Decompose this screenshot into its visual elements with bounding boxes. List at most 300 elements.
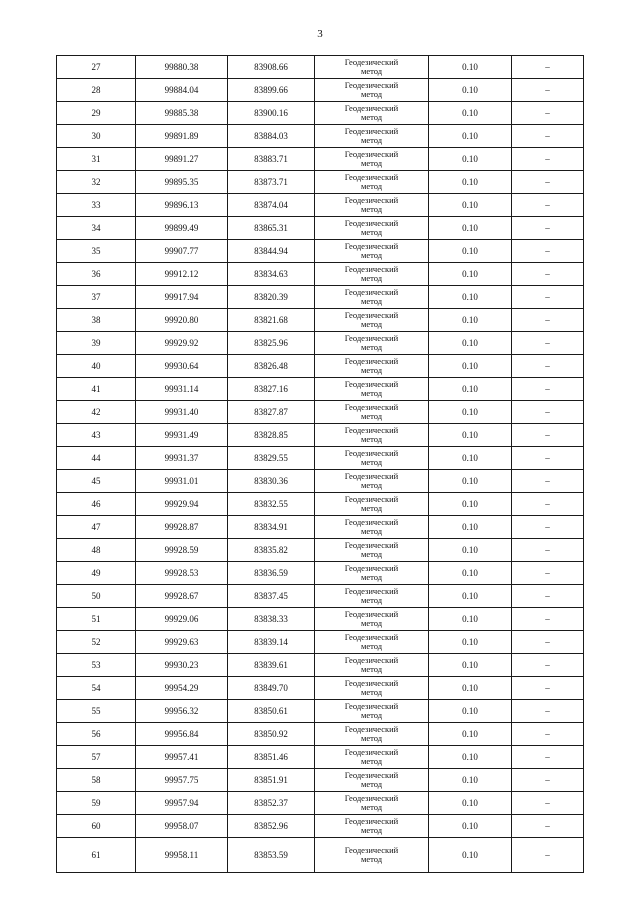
x-coordinate-cell: 99931.01 bbox=[136, 470, 228, 493]
y-coordinate-cell: 83830.36 bbox=[228, 470, 315, 493]
y-coordinate-cell: 83834.63 bbox=[228, 263, 315, 286]
table-row bbox=[57, 355, 584, 378]
method-line-1: Геодезический bbox=[344, 57, 399, 67]
method-line-2: метод bbox=[360, 342, 383, 352]
x-coordinate-cell: 99928.59 bbox=[136, 539, 228, 562]
method-cell bbox=[315, 608, 429, 631]
point-number-cell: 35 bbox=[57, 240, 136, 263]
accuracy-cell: 0.10 bbox=[429, 792, 512, 815]
accuracy-cell: 0.10 bbox=[429, 102, 512, 125]
method-line-2: метод bbox=[360, 296, 383, 306]
method-cell bbox=[315, 102, 429, 125]
accuracy-cell: 0.10 bbox=[429, 148, 512, 171]
y-coordinate-cell: 83850.61 bbox=[228, 700, 315, 723]
point-number-cell: 47 bbox=[57, 516, 136, 539]
method-line-1: Геодезический bbox=[344, 586, 399, 596]
method-line-2: метод bbox=[360, 457, 383, 467]
x-coordinate-cell: 99880.38 bbox=[136, 56, 228, 79]
extra-cell: – bbox=[512, 263, 584, 286]
method-cell bbox=[315, 378, 429, 401]
x-coordinate-cell: 99884.04 bbox=[136, 79, 228, 102]
accuracy-cell: 0.10 bbox=[429, 125, 512, 148]
method-line-1: Геодезический bbox=[344, 632, 399, 642]
extra-cell: – bbox=[512, 79, 584, 102]
accuracy-cell: 0.10 bbox=[429, 171, 512, 194]
x-coordinate-cell: 99917.94 bbox=[136, 286, 228, 309]
accuracy-cell: 0.10 bbox=[429, 56, 512, 79]
method-line-2: метод bbox=[360, 434, 383, 444]
method-line-2: метод bbox=[360, 66, 383, 76]
x-coordinate-cell: 99930.64 bbox=[136, 355, 228, 378]
table-row bbox=[57, 723, 584, 746]
method-line-2: метод bbox=[360, 365, 383, 375]
accuracy-cell: 0.10 bbox=[429, 447, 512, 470]
method-line-1: Геодезический bbox=[344, 770, 399, 780]
extra-cell: – bbox=[512, 631, 584, 654]
extra-cell: – bbox=[512, 217, 584, 240]
point-number-cell: 41 bbox=[57, 378, 136, 401]
extra-cell: – bbox=[512, 769, 584, 792]
point-number-cell: 61 bbox=[57, 838, 136, 873]
x-coordinate-cell: 99895.35 bbox=[136, 171, 228, 194]
method-line-2: метод bbox=[360, 825, 383, 835]
y-coordinate-cell: 83884.03 bbox=[228, 125, 315, 148]
point-number-cell: 56 bbox=[57, 723, 136, 746]
y-coordinate-cell: 83839.14 bbox=[228, 631, 315, 654]
point-number-cell: 37 bbox=[57, 286, 136, 309]
method-line-2: метод bbox=[360, 112, 383, 122]
method-cell bbox=[315, 677, 429, 700]
accuracy-cell: 0.10 bbox=[429, 309, 512, 332]
method-line-1: Геодезический bbox=[344, 287, 399, 297]
method-line-2: метод bbox=[360, 779, 383, 789]
y-coordinate-cell: 83908.66 bbox=[228, 56, 315, 79]
extra-cell: – bbox=[512, 56, 584, 79]
method-cell bbox=[315, 401, 429, 424]
y-coordinate-cell: 83838.33 bbox=[228, 608, 315, 631]
x-coordinate-cell: 99929.92 bbox=[136, 332, 228, 355]
method-line-2: метод bbox=[360, 549, 383, 559]
method-cell bbox=[315, 769, 429, 792]
x-coordinate-cell: 99956.32 bbox=[136, 700, 228, 723]
point-number-cell: 36 bbox=[57, 263, 136, 286]
point-number-cell: 51 bbox=[57, 608, 136, 631]
table-row bbox=[57, 493, 584, 516]
y-coordinate-cell: 83853.59 bbox=[228, 838, 315, 873]
table-row bbox=[57, 677, 584, 700]
accuracy-cell: 0.10 bbox=[429, 815, 512, 838]
point-number-cell: 32 bbox=[57, 171, 136, 194]
extra-cell: – bbox=[512, 332, 584, 355]
extra-cell: – bbox=[512, 677, 584, 700]
y-coordinate-cell: 83832.55 bbox=[228, 493, 315, 516]
accuracy-cell: 0.10 bbox=[429, 769, 512, 792]
x-coordinate-cell: 99957.94 bbox=[136, 792, 228, 815]
x-coordinate-cell: 99931.14 bbox=[136, 378, 228, 401]
extra-cell: – bbox=[512, 838, 584, 873]
y-coordinate-cell: 83839.61 bbox=[228, 654, 315, 677]
point-number-cell: 49 bbox=[57, 562, 136, 585]
point-number-cell: 54 bbox=[57, 677, 136, 700]
method-line-1: Геодезический bbox=[344, 517, 399, 527]
extra-cell: – bbox=[512, 585, 584, 608]
y-coordinate-cell: 83837.45 bbox=[228, 585, 315, 608]
method-line-1: Геодезический bbox=[344, 655, 399, 665]
x-coordinate-cell: 99928.53 bbox=[136, 562, 228, 585]
method-cell bbox=[315, 217, 429, 240]
method-line-1: Геодезический bbox=[344, 218, 399, 228]
method-line-1: Геодезический bbox=[344, 149, 399, 159]
method-line-1: Геодезический bbox=[344, 793, 399, 803]
y-coordinate-cell: 83851.46 bbox=[228, 746, 315, 769]
y-coordinate-cell: 83829.55 bbox=[228, 447, 315, 470]
method-line-2: метод bbox=[360, 181, 383, 191]
method-line-2: метод bbox=[360, 503, 383, 513]
table-row bbox=[57, 79, 584, 102]
accuracy-cell: 0.10 bbox=[429, 401, 512, 424]
y-coordinate-cell: 83821.68 bbox=[228, 309, 315, 332]
x-coordinate-cell: 99957.75 bbox=[136, 769, 228, 792]
x-coordinate-cell: 99896.13 bbox=[136, 194, 228, 217]
y-coordinate-cell: 83827.16 bbox=[228, 378, 315, 401]
y-coordinate-cell: 83851.91 bbox=[228, 769, 315, 792]
method-line-1: Геодезический bbox=[344, 540, 399, 550]
table-row bbox=[57, 378, 584, 401]
x-coordinate-cell: 99920.80 bbox=[136, 309, 228, 332]
accuracy-cell: 0.10 bbox=[429, 723, 512, 746]
method-cell bbox=[315, 148, 429, 171]
extra-cell: – bbox=[512, 792, 584, 815]
accuracy-cell: 0.10 bbox=[429, 286, 512, 309]
x-coordinate-cell: 99928.67 bbox=[136, 585, 228, 608]
method-line-2: метод bbox=[360, 733, 383, 743]
method-cell bbox=[315, 470, 429, 493]
point-number-cell: 40 bbox=[57, 355, 136, 378]
table-row bbox=[57, 654, 584, 677]
method-line-2: метод bbox=[360, 273, 383, 283]
accuracy-cell: 0.10 bbox=[429, 424, 512, 447]
method-line-2: метод bbox=[360, 595, 383, 605]
method-cell bbox=[315, 263, 429, 286]
y-coordinate-cell: 83849.70 bbox=[228, 677, 315, 700]
point-number-cell: 29 bbox=[57, 102, 136, 125]
method-line-2: метод bbox=[360, 618, 383, 628]
table-row bbox=[57, 56, 584, 79]
accuracy-cell: 0.10 bbox=[429, 539, 512, 562]
method-cell bbox=[315, 355, 429, 378]
method-line-1: Геодезический bbox=[344, 724, 399, 734]
point-number-cell: 59 bbox=[57, 792, 136, 815]
extra-cell: – bbox=[512, 378, 584, 401]
x-coordinate-cell: 99958.11 bbox=[136, 838, 228, 873]
accuracy-cell: 0.10 bbox=[429, 838, 512, 873]
extra-cell: – bbox=[512, 700, 584, 723]
method-line-1: Геодезический bbox=[344, 563, 399, 573]
point-number-cell: 33 bbox=[57, 194, 136, 217]
accuracy-cell: 0.10 bbox=[429, 263, 512, 286]
extra-cell: – bbox=[512, 562, 584, 585]
y-coordinate-cell: 83850.92 bbox=[228, 723, 315, 746]
method-line-2: метод bbox=[360, 411, 383, 421]
y-coordinate-cell: 83827.87 bbox=[228, 401, 315, 424]
coordinates-table-body bbox=[57, 56, 584, 873]
y-coordinate-cell: 83825.96 bbox=[228, 332, 315, 355]
point-number-cell: 45 bbox=[57, 470, 136, 493]
method-cell bbox=[315, 746, 429, 769]
method-line-1: Геодезический bbox=[344, 103, 399, 113]
extra-cell: – bbox=[512, 309, 584, 332]
method-line-2: метод bbox=[360, 854, 383, 864]
method-cell bbox=[315, 585, 429, 608]
method-cell bbox=[315, 424, 429, 447]
point-number-cell: 57 bbox=[57, 746, 136, 769]
accuracy-cell: 0.10 bbox=[429, 562, 512, 585]
accuracy-cell: 0.10 bbox=[429, 217, 512, 240]
extra-cell: – bbox=[512, 539, 584, 562]
table-row bbox=[57, 332, 584, 355]
x-coordinate-cell: 99899.49 bbox=[136, 217, 228, 240]
table-row bbox=[57, 125, 584, 148]
method-cell bbox=[315, 792, 429, 815]
table-row bbox=[57, 447, 584, 470]
accuracy-cell: 0.10 bbox=[429, 79, 512, 102]
table-row bbox=[57, 263, 584, 286]
point-number-cell: 43 bbox=[57, 424, 136, 447]
x-coordinate-cell: 99930.23 bbox=[136, 654, 228, 677]
table-row bbox=[57, 194, 584, 217]
method-line-2: метод bbox=[360, 319, 383, 329]
table-row bbox=[57, 631, 584, 654]
accuracy-cell: 0.10 bbox=[429, 608, 512, 631]
page-number: 3 bbox=[317, 28, 323, 40]
extra-cell: – bbox=[512, 171, 584, 194]
x-coordinate-cell: 99907.77 bbox=[136, 240, 228, 263]
method-line-1: Геодезический bbox=[344, 172, 399, 182]
y-coordinate-cell: 83844.94 bbox=[228, 240, 315, 263]
x-coordinate-cell: 99931.37 bbox=[136, 447, 228, 470]
table-row bbox=[57, 102, 584, 125]
table-row bbox=[57, 148, 584, 171]
method-cell bbox=[315, 815, 429, 838]
table-row bbox=[57, 171, 584, 194]
accuracy-cell: 0.10 bbox=[429, 240, 512, 263]
method-cell bbox=[315, 309, 429, 332]
method-cell bbox=[315, 56, 429, 79]
method-line-1: Геодезический bbox=[344, 241, 399, 251]
y-coordinate-cell: 83836.59 bbox=[228, 562, 315, 585]
method-line-1: Геодезический bbox=[344, 379, 399, 389]
method-line-2: метод bbox=[360, 204, 383, 214]
table-row bbox=[57, 401, 584, 424]
point-number-cell: 38 bbox=[57, 309, 136, 332]
table-row bbox=[57, 424, 584, 447]
x-coordinate-cell: 99958.07 bbox=[136, 815, 228, 838]
method-line-1: Геодезический bbox=[344, 816, 399, 826]
accuracy-cell: 0.10 bbox=[429, 654, 512, 677]
method-line-1: Геодезический bbox=[344, 264, 399, 274]
extra-cell: – bbox=[512, 286, 584, 309]
method-cell bbox=[315, 332, 429, 355]
y-coordinate-cell: 83835.82 bbox=[228, 539, 315, 562]
method-line-1: Геодезический bbox=[344, 80, 399, 90]
method-line-2: метод bbox=[360, 89, 383, 99]
accuracy-cell: 0.10 bbox=[429, 516, 512, 539]
table-row bbox=[57, 470, 584, 493]
point-number-cell: 30 bbox=[57, 125, 136, 148]
table-row bbox=[57, 700, 584, 723]
y-coordinate-cell: 83899.66 bbox=[228, 79, 315, 102]
x-coordinate-cell: 99931.49 bbox=[136, 424, 228, 447]
y-coordinate-cell: 83900.16 bbox=[228, 102, 315, 125]
extra-cell: – bbox=[512, 723, 584, 746]
extra-cell: – bbox=[512, 815, 584, 838]
method-line-1: Геодезический bbox=[344, 425, 399, 435]
method-cell bbox=[315, 79, 429, 102]
table-row bbox=[57, 769, 584, 792]
accuracy-cell: 0.10 bbox=[429, 700, 512, 723]
x-coordinate-cell: 99931.40 bbox=[136, 401, 228, 424]
table-row bbox=[57, 746, 584, 769]
method-cell bbox=[315, 516, 429, 539]
table-row bbox=[57, 309, 584, 332]
accuracy-cell: 0.10 bbox=[429, 746, 512, 769]
extra-cell: – bbox=[512, 447, 584, 470]
table-row bbox=[57, 792, 584, 815]
point-number-cell: 39 bbox=[57, 332, 136, 355]
x-coordinate-cell: 99929.06 bbox=[136, 608, 228, 631]
method-line-1: Геодезический bbox=[344, 471, 399, 481]
extra-cell: – bbox=[512, 240, 584, 263]
method-cell bbox=[315, 125, 429, 148]
point-number-cell: 60 bbox=[57, 815, 136, 838]
point-number-cell: 44 bbox=[57, 447, 136, 470]
x-coordinate-cell: 99957.41 bbox=[136, 746, 228, 769]
point-number-cell: 55 bbox=[57, 700, 136, 723]
x-coordinate-cell: 99929.94 bbox=[136, 493, 228, 516]
method-cell bbox=[315, 539, 429, 562]
x-coordinate-cell: 99891.27 bbox=[136, 148, 228, 171]
method-cell bbox=[315, 562, 429, 585]
extra-cell: – bbox=[512, 148, 584, 171]
method-cell bbox=[315, 700, 429, 723]
extra-cell: – bbox=[512, 746, 584, 769]
accuracy-cell: 0.10 bbox=[429, 631, 512, 654]
extra-cell: – bbox=[512, 401, 584, 424]
method-line-1: Геодезический bbox=[344, 448, 399, 458]
point-number-cell: 42 bbox=[57, 401, 136, 424]
x-coordinate-cell: 99912.12 bbox=[136, 263, 228, 286]
extra-cell: – bbox=[512, 355, 584, 378]
table-row bbox=[57, 217, 584, 240]
y-coordinate-cell: 83820.39 bbox=[228, 286, 315, 309]
coordinates-table bbox=[56, 55, 584, 873]
table-row bbox=[57, 240, 584, 263]
method-line-1: Геодезический bbox=[344, 333, 399, 343]
x-coordinate-cell: 99929.63 bbox=[136, 631, 228, 654]
method-cell bbox=[315, 194, 429, 217]
method-line-2: метод bbox=[360, 572, 383, 582]
method-line-1: Геодезический bbox=[344, 678, 399, 688]
extra-cell: – bbox=[512, 608, 584, 631]
method-line-2: метод bbox=[360, 641, 383, 651]
method-line-2: метод bbox=[360, 756, 383, 766]
method-line-2: метод bbox=[360, 480, 383, 490]
method-line-1: Геодезический bbox=[344, 310, 399, 320]
y-coordinate-cell: 83852.96 bbox=[228, 815, 315, 838]
accuracy-cell: 0.10 bbox=[429, 470, 512, 493]
table-row bbox=[57, 608, 584, 631]
method-line-2: метод bbox=[360, 526, 383, 536]
method-line-1: Геодезический bbox=[344, 195, 399, 205]
method-line-2: метод bbox=[360, 250, 383, 260]
point-number-cell: 34 bbox=[57, 217, 136, 240]
y-coordinate-cell: 83874.04 bbox=[228, 194, 315, 217]
extra-cell: – bbox=[512, 493, 584, 516]
method-line-2: метод bbox=[360, 388, 383, 398]
y-coordinate-cell: 83834.91 bbox=[228, 516, 315, 539]
method-line-1: Геодезический bbox=[344, 356, 399, 366]
y-coordinate-cell: 83852.37 bbox=[228, 792, 315, 815]
method-cell bbox=[315, 838, 429, 873]
method-line-2: метод bbox=[360, 710, 383, 720]
y-coordinate-cell: 83865.31 bbox=[228, 217, 315, 240]
point-number-cell: 52 bbox=[57, 631, 136, 654]
table-row bbox=[57, 562, 584, 585]
extra-cell: – bbox=[512, 654, 584, 677]
extra-cell: – bbox=[512, 125, 584, 148]
method-cell bbox=[315, 493, 429, 516]
method-line-2: метод bbox=[360, 158, 383, 168]
extra-cell: – bbox=[512, 516, 584, 539]
point-number-cell: 46 bbox=[57, 493, 136, 516]
method-line-2: метод bbox=[360, 687, 383, 697]
point-number-cell: 28 bbox=[57, 79, 136, 102]
point-number-cell: 58 bbox=[57, 769, 136, 792]
point-number-cell: 50 bbox=[57, 585, 136, 608]
table-row bbox=[57, 539, 584, 562]
y-coordinate-cell: 83828.85 bbox=[228, 424, 315, 447]
method-cell bbox=[315, 286, 429, 309]
method-cell bbox=[315, 240, 429, 263]
method-line-1: Геодезический bbox=[344, 845, 399, 855]
y-coordinate-cell: 83883.71 bbox=[228, 148, 315, 171]
method-line-1: Геодезический bbox=[344, 126, 399, 136]
accuracy-cell: 0.10 bbox=[429, 332, 512, 355]
point-number-cell: 31 bbox=[57, 148, 136, 171]
method-line-1: Геодезический bbox=[344, 701, 399, 711]
accuracy-cell: 0.10 bbox=[429, 585, 512, 608]
point-number-cell: 27 bbox=[57, 56, 136, 79]
point-number-cell: 48 bbox=[57, 539, 136, 562]
extra-cell: – bbox=[512, 102, 584, 125]
y-coordinate-cell: 83826.48 bbox=[228, 355, 315, 378]
table-row bbox=[57, 815, 584, 838]
method-cell bbox=[315, 654, 429, 677]
x-coordinate-cell: 99954.29 bbox=[136, 677, 228, 700]
method-line-2: метод bbox=[360, 227, 383, 237]
table-row bbox=[57, 838, 584, 873]
accuracy-cell: 0.10 bbox=[429, 677, 512, 700]
accuracy-cell: 0.10 bbox=[429, 378, 512, 401]
x-coordinate-cell: 99891.89 bbox=[136, 125, 228, 148]
method-line-2: метод bbox=[360, 802, 383, 812]
method-line-1: Геодезический bbox=[344, 747, 399, 757]
method-cell bbox=[315, 447, 429, 470]
accuracy-cell: 0.10 bbox=[429, 194, 512, 217]
x-coordinate-cell: 99885.38 bbox=[136, 102, 228, 125]
y-coordinate-cell: 83873.71 bbox=[228, 171, 315, 194]
x-coordinate-cell: 99928.87 bbox=[136, 516, 228, 539]
